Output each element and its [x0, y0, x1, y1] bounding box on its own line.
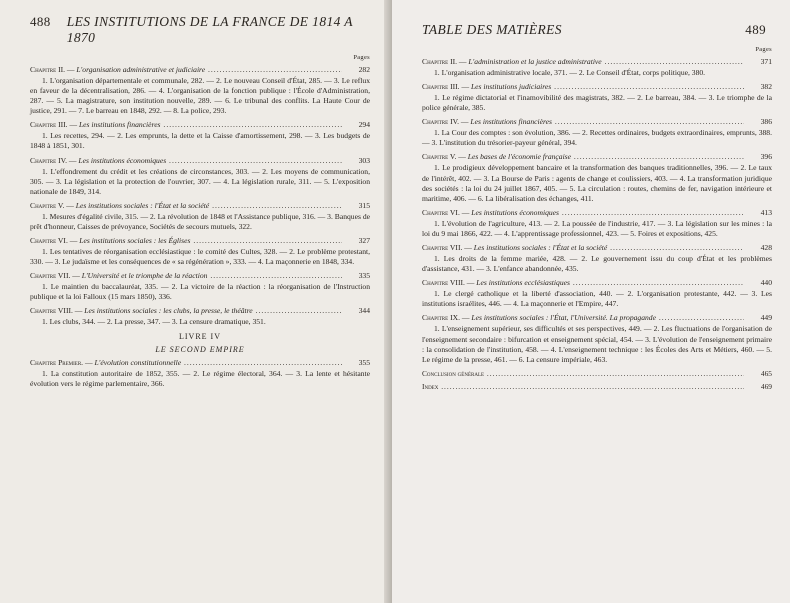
index-entry: [422, 382, 772, 391]
chapter-sections: 1. L'organisation administrative locale, 371. — 2. Le Conseil d'État, corps politique, 380.: [434, 68, 706, 77]
chapter-sections: 1. L'organisation départementale et communale, 282. — 2. Le nouveau Conseil d'État, 285. — 3. Le reflux en faveur de la décentralisation, 286. — 4. L'organisation de la fonction publique : l'École d'Administration, 287. — 5. La magistrature, son institution nouvelle, 289. — 6. Le tribunal des conflits. La Haute Cour de justice, 291. — 7. Le barreau en 1848, 292. — 8. La police, 293.: [30, 76, 370, 116]
left-page-number: 488: [30, 14, 51, 29]
chapter-page: 371: [760, 57, 772, 66]
chapter-page: 428: [760, 243, 772, 253]
chapter-page: 303: [358, 155, 370, 165]
toc-entry: Chapitre III. — Les institutions judiciaires ..... 382 1. Le régime dictatorial et l'inamovibilité des magistrats, 382. — 2. Le barreau, 384. — 3. Le triomphe de la police générale, 385.: [422, 82, 772, 113]
conclusion-page: 465: [760, 368, 772, 378]
chapter-sections: 1. Les recettes, 294. — 2. Les emprunts, la dette et la Caisse d'amortissement, 298. — 3. Les budgets de 1848 à 1851, 301.: [30, 131, 370, 151]
chapter-sections: 1. Les droits de la femme mariée, 428. — 2. Le gouvernement issu du coup d'État et les problèmes d'assistance, 431. — 3. L'enfance abandonnée, 435.: [422, 254, 772, 274]
toc-entry: Chapitre II. — L'administration et la justice administrative ..... 371 1. L'organisation administrative locale, 371. — 2. Le Conseil d'État, corps politique, 380.: [422, 57, 772, 78]
right-running-head: [422, 22, 772, 38]
chapter-title: L'évolution constitutionnelle: [94, 357, 182, 367]
toc-entry: Chapitre VII. — Les institutions sociales : l'État et la société ..... 428 1. Les droits de la femme mariée, 428. — 2. Le gouvernement issu du coup d'État et les problèmes d'assistance, 431. — 3. L'enfance abandonnée, 435.: [422, 243, 772, 274]
right-running-title: TABLE DES MATIÈRES: [422, 22, 562, 37]
chapter-title: Les institutions ecclésiastiques: [476, 278, 570, 288]
chapter-sections: 1. L'enseignement supérieur, ses difficultés et ses perspectives, 449. — 2. Les fluctuations de l'organisation de l'enseignement secondaire : bifurcation et enseignement spécial, 454. — 3. L'évolution de l'enseignement primaire : la consolidation de l'institution, 458. — 4. L'enseignement technique : les Écoles des Arts et Métiers, 460. — 5. Le régime de la presse, 461. — 6. La censure impériale, 463.: [422, 324, 772, 364]
right-page-number: 489: [745, 22, 766, 37]
chapter-number: Chapitre II.: [422, 57, 458, 66]
conclusion-entry: [422, 369, 772, 378]
chapter-title: Les institutions sociales : les Églises: [79, 236, 191, 246]
chapter-sections: 1. La Cour des comptes : son évolution, 386. — 2. Recettes ordinaires, budgets extraordinaires, emprunts, 388. — 3. L'institution du trésorier-payeur général, 394.: [422, 128, 772, 148]
chapter-title: Les institutions économiques: [471, 207, 559, 217]
chapter-number: Chapitre V.: [30, 200, 65, 210]
toc-entry: Chapitre VIII. — Les institutions sociales : les clubs, la presse, le théâtre ..... 344 1. Les clubs, 344. — 2. La presse, 347. — 3. La censure dramatique, 351.: [30, 306, 370, 327]
chapter-sections: 1. Les tentatives de réorganisation ecclésiastique : le comité des Cultes, 328. — 2. Le problème protestant, 330. — 3. Le judaïsme et les conséquences de « sa régénération », 333. — 4. La maçonnerie en 1848, 334.: [30, 247, 370, 267]
chapter-title: Les institutions financières: [78, 120, 161, 130]
chapter-number: Chapitre Premier.: [30, 357, 84, 367]
chapter-number: Chapitre III.: [422, 82, 460, 92]
chapter-number: Chapitre VII.: [30, 271, 71, 281]
toc-entry: Chapitre IX. — Les institutions sociales : l'État, l'Université. La propagande ..... 449 1. L'enseignement supérieur, ses difficultés et ses perspectives, 449. — 2. Les fluctuations de l'organisation de l'enseignement secondaire : bifurcation et enseignement spécial, 454. — 3. L'évolution de l'enseignement primaire : la consolidation de l'institution, 458. — 4. L'enseignement technique : les Écoles des Arts et Métiers, 460. — 5. Le régime de la presse, 461. — 6. La censure impériale, 463.: [422, 313, 772, 364]
chapter-sections: 1. Les clubs, 344. — 2. La presse, 347. — 3. La censure dramatique, 351.: [42, 317, 266, 327]
conclusion-label: Conclusion générale .....: [422, 369, 744, 378]
chapter-title: Les institutions financières: [470, 117, 552, 127]
pages-column-label: Pages: [755, 46, 772, 53]
right-page: [392, 0, 790, 603]
toc-entry: Chapitre VII. — L'Université et le triomphe de la réaction ..... 335 1. Le maintien du baccalauréat, 335. — 2. La victoire de la réaction : la réorganisation de l'Instruction publique et la loi Falloux (15 mars 1850), 336.: [30, 271, 370, 302]
chapter-number: Chapitre VI.: [422, 207, 460, 217]
chapter-title: Les institutions sociales : les clubs, la presse, le théâtre: [84, 306, 253, 316]
chapter-page: 449: [760, 313, 772, 323]
chapter-title: L'Université et le triomphe de la réaction: [81, 271, 208, 281]
chapter-number: Chapitre VIII.: [30, 306, 73, 316]
chapter-title: Les bases de l'économie française: [467, 152, 572, 162]
chapter-sections: 1. La constitution autoritaire de 1852, 355. — 2. Le régime électoral, 364. — 3. La lente et hésitante évolution vers le régime parlementaire, 366.: [30, 368, 370, 388]
chapter-title: L'administration et la justice administrative: [468, 57, 602, 66]
chapter-number: Chapitre IV.: [422, 117, 460, 127]
chapter-title: Les institutions sociales : l'État et la société: [75, 200, 210, 210]
chapter-number: Chapitre III.: [30, 120, 68, 130]
toc-entry: Chapitre IV. — Les institutions économiques ..... 303 1. L'effondrement du crédit et les créations de circonstances, 303. — 2. Les moyens de communication, 305. — 3. La législation et la protection de l'ouvrier, 307. — 4. La législation rurale, 311. — 5. L'exposition nationale de 1849, 314.: [30, 156, 370, 197]
chapter-number: Chapitre IX.: [422, 313, 460, 323]
toc-entry: Chapitre III. — Les institutions financières ..... 294 1. Les recettes, 294. — 2. Les emprunts, la dette et la Caisse d'amortissement, 298. — 3. Les budgets de 1848 à 1851, 301.: [30, 120, 370, 151]
chapter-sections: 1. L'évolution de l'agriculture, 413. — 2. La poussée de l'industrie, 417. — 3. La législation sur les mines : la loi du 9 mai 1866, 422. — 4. L'apprentissage professionnel, 423. — 5. Foires et expositions, 425.: [422, 218, 772, 238]
chapter-sections: 1. Mesures d'égalité civile, 315. — 2. La révolution de 1848 et l'Assistance publique, 316. — 3. Banques de prêt d'honneur, Caisses de prévoyance, Sociétés de secours mutuels, 322.: [30, 211, 370, 231]
chapter-title: Les institutions sociales : l'État, l'Université. La propagande: [471, 313, 656, 323]
toc-entry: Chapitre V. — Les bases de l'économie française ..... 396 1. Le prodigieux développement bancaire et la transformation des banques traditionnelles, 396. — 2. Le taux de l'intérêt, 402. — 3. La Bourse de Paris : agents de change et coulissiers, 403. — 4. La transformation juridique des sociétés : la loi du 24 juillet 1867, 405. — 5. La circulation : routes, chemins de fer, navigation intérieure et maritime, 406. — 6. La libéralisation des échanges, 411.: [422, 152, 772, 203]
left-running-head: [30, 14, 370, 46]
chapter-page: 355: [358, 357, 370, 367]
chapter-number: Chapitre VII.: [422, 243, 463, 253]
pages-column-label: Pages: [353, 54, 370, 61]
toc-entry: Chapitre VI. — Les institutions sociales : les Églises ..... 327 1. Les tentatives de réorganisation ecclésiastique : le comité des Cultes, 328. — 2. Le problème protestant, 330. — 3. Le judaïsme et les conséquences de « sa régénération », 333. — 4. La maçonnerie en 1848, 334.: [30, 236, 370, 267]
chapter-title: L'organisation administrative et judiciaire: [76, 65, 206, 74]
chapter-number: Chapitre V.: [422, 152, 457, 162]
chapter-sections: 1. Le régime dictatorial et l'inamovibilité des magistrats, 382. — 2. Le barreau, 384. — 3. Le triomphe de la police générale, 385.: [422, 93, 772, 113]
chapter-page: 282: [358, 65, 370, 74]
chapter-number: Chapitre II.: [30, 65, 66, 74]
left-page: [0, 0, 392, 603]
chapter-number: Chapitre VI.: [30, 236, 68, 246]
chapter-page: 344: [358, 306, 370, 316]
chapter-page: 335: [358, 271, 370, 281]
chapter-sections: 1. Le clergé catholique et la liberté d'association, 440. — 2. L'organisation protestante, 442. — 3. Les institutions israélites, 446. — 4. La maçonnerie et l'Empire, 447.: [422, 289, 772, 309]
chapter-sections: 1. Le maintien du baccalauréat, 335. — 2. La victoire de la réaction : la réorganisation de l'Instruction publique et la loi Falloux (15 mars 1850), 336.: [30, 282, 370, 302]
chapter-page: 440: [760, 278, 772, 288]
chapter-page: 386: [760, 117, 772, 127]
book-heading: LIVRE IV: [179, 331, 221, 341]
chapter-page: 413: [760, 207, 772, 217]
chapter-page: 396: [760, 152, 772, 162]
chapter-page: 382: [760, 82, 772, 92]
chapter-page: 315: [358, 200, 370, 210]
toc-entry: Chapitre IV. — Les institutions financières ..... 386 1. La Cour des comptes : son évolution, 386. — 2. Recettes ordinaires, budgets extraordinaires, emprunts, 388. — 3. L'institution du trésorier-payeur général, 394.: [422, 117, 772, 148]
toc-entry: Chapitre Premier. — L'évolution constitutionnelle ..... 355 1. La constitution autoritaire de 1852, 355. — 2. Le régime électoral, 364. — 3. La lente et hésitante évolution vers le régime parlementaire, 366.: [30, 358, 370, 389]
chapter-number: Chapitre VIII.: [422, 278, 465, 288]
chapter-page: 327: [358, 236, 370, 246]
chapter-title: Les institutions judiciaires: [470, 82, 552, 92]
toc-entry: Chapitre V. — Les institutions sociales : l'État et la société ..... 315 1. Mesures d'égalité civile, 315. — 2. La révolution de 1848 et l'Assistance publique, 316. — 3. Banques de prêt d'honneur, Caisses de prévoyance, Sociétés de secours mutuels, 322.: [30, 201, 370, 232]
index-label: Index .....: [422, 382, 744, 391]
chapter-number: Chapitre IV.: [30, 155, 68, 165]
chapter-page: 294: [358, 120, 370, 130]
index-page: 469: [760, 381, 772, 391]
toc-entry: Chapitre VIII. — Les institutions ecclésiastiques ..... 440 1. Le clergé catholique et la liberté d'association, 440. — 2. L'organisation protestante, 442. — 3. Les institutions israélites, 446. — 4. La maçonnerie et l'Empire, 447.: [422, 278, 772, 309]
chapter-sections: 1. L'effondrement du crédit et les créations de circonstances, 303. — 2. Les moyens de communication, 305. — 3. La législation et la protection de l'ouvrier, 307. — 4. La législation rurale, 311. — 5. L'exposition nationale de 1849, 314.: [30, 166, 370, 196]
toc-entry: Chapitre II. — L'organisation administrative et judiciaire ..... 282 1. L'organisation départementale et communale, 282. — 2. Le nouveau Conseil d'État, 285. — 3. Le reflux en faveur de la décentralisation, 286. — 4. L'organisation de la fonction publique : l'École d'Administration, 287. — 5. La magistrature, son institution nouvelle, 289. — 6. Le tribunal des conflits. La Haute Cour de justice, 291. — 7. Le barreau en 1848, 292. — 8. La police, 293.: [30, 65, 370, 116]
chapter-sections: 1. Le prodigieux développement bancaire et la transformation des banques traditionnelles, 396. — 2. Le taux de l'intérêt, 402. — 3. La Bourse de Paris : agents de change et coulissiers, 403. — 4. La transformation juridique des sociétés : la loi du 24 juillet 1867, 405. — 5. La circulation : routes, chemins de fer, navigation intérieure et maritime, 406. — 6. La libéralisation des échanges, 411.: [422, 163, 772, 203]
left-running-title: LES INSTITUTIONS DE LA FRANCE DE 1814 A 1870: [66, 14, 353, 45]
chapter-title: Les institutions économiques: [78, 155, 167, 165]
toc-entry: Chapitre VI. — Les institutions économiques ..... 413 1. L'évolution de l'agriculture, 413. — 2. La poussée de l'industrie, 417. — 3. La législation sur les mines : la loi du 9 mai 1866, 422. — 4. L'apprentissage professionnel, 423. — 5. Foires et expositions, 425.: [422, 208, 772, 239]
book-subheading: LE SECOND EMPIRE: [155, 344, 245, 354]
chapter-title: Les institutions sociales : l'État et la société: [473, 243, 608, 253]
